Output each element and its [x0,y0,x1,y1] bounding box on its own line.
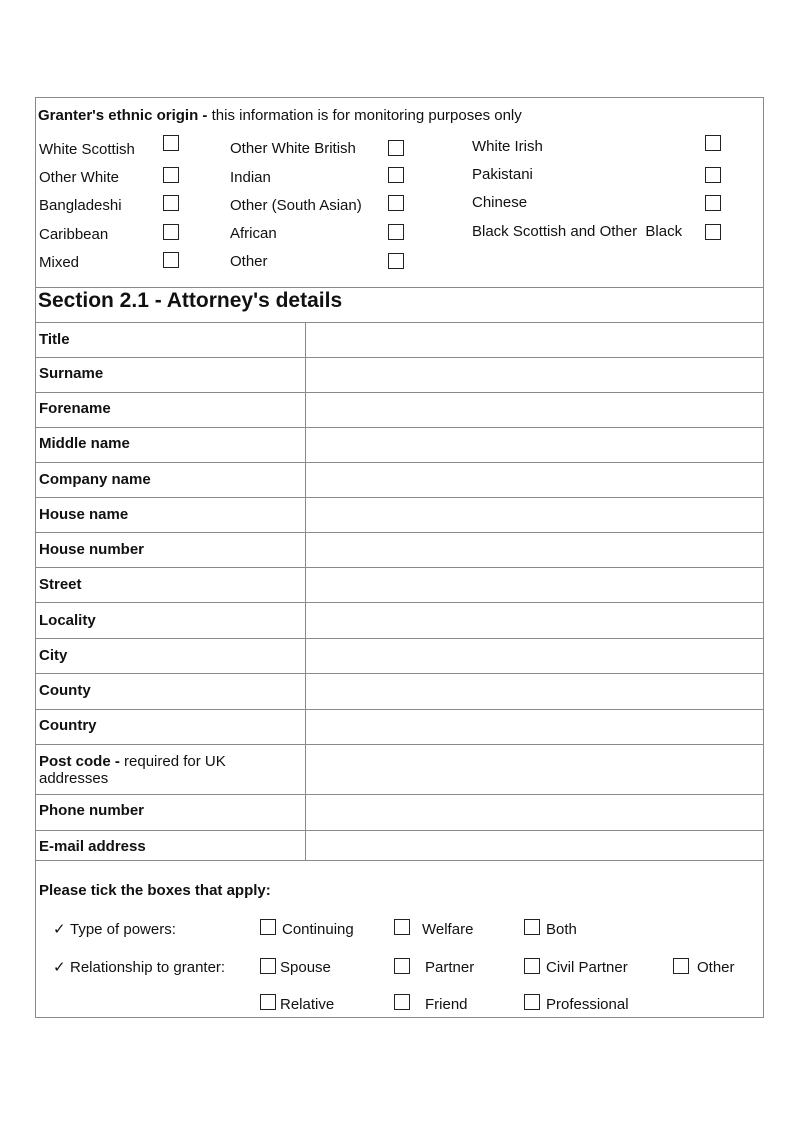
email-address-field[interactable] [307,831,763,860]
ethnic-option-label: White Irish [472,138,543,155]
post-code-note: required for UK addresses [39,753,226,787]
powers-checkbox-continuing[interactable] [260,919,276,935]
field-label-house-name: House name [39,506,129,523]
relationship-option-label: Friend [425,996,468,1013]
title-field[interactable] [307,323,763,357]
ethnic-option-label: Indian [230,169,271,186]
field-label-street: Street [39,576,82,593]
ethnic-option-label: Chinese [472,194,528,211]
powers-checkbox-welfare[interactable] [394,919,410,935]
relationship-checkbox-relative[interactable] [260,994,276,1010]
ethnic-option-label: Bangladeshi [39,197,122,214]
field-label-house-number: House number [39,541,145,558]
check-mark-icon: ✓ [53,921,66,938]
tick-boxes-heading: Please tick the boxes that apply: [39,882,271,899]
ethnic-option-label: Other (South Asian) [230,197,362,214]
ethnic-checkbox-mixed[interactable] [163,252,179,268]
house-name-field[interactable] [307,498,763,532]
locality-field[interactable] [307,603,763,637]
powers-option-label: Welfare [422,921,474,938]
relationship-option-label: Other [697,959,735,976]
field-label-phone-number: Phone number [39,802,145,819]
field-label-locality: Locality [39,612,96,629]
ethnic-checkbox-indian[interactable] [388,167,404,183]
section-title: Section 2.1 - Attorney's details [38,289,343,312]
post-code-field[interactable] [307,745,763,794]
ethnic-option-label: Caribbean [39,226,109,243]
powers-option-label: Continuing [282,921,354,938]
relationship-option-label: Spouse [280,959,331,976]
ethnic-option-label: Pakistani [472,166,533,183]
powers-option-label: Both [546,921,577,938]
ethnic-option-label: Black Scottish and Other Black [472,223,683,240]
ethnic-option-label: Other [230,253,268,270]
relationship-label: Relationship to granter: [70,959,226,976]
ethnic-origin-heading-bold: Granter's ethnic origin - [38,107,208,124]
form-frame [35,97,764,1018]
house-number-field[interactable] [307,533,763,567]
field-label-county: County [39,682,91,699]
field-label-forename: Forename [39,400,111,417]
ethnic-checkbox-other-south-asian[interactable] [388,195,404,211]
post-code-label: Post code - [39,753,120,770]
powers-label: Type of powers: [70,921,176,938]
divider [36,287,763,288]
relationship-checkbox-other[interactable] [673,958,689,974]
relationship-checkbox-spouse[interactable] [260,958,276,974]
ethnic-option-label: Other White British [230,140,356,157]
column-divider [305,322,306,860]
ethnic-option-label: White Scottish [39,141,135,158]
city-field[interactable] [307,639,763,673]
ethnic-option-label: Other White [39,169,120,186]
ethnic-checkbox-chinese[interactable] [705,195,721,211]
relationship-option-label: Relative [280,996,335,1013]
middle-name-field[interactable] [307,428,763,462]
field-label-country: Country [39,717,97,734]
divider [36,860,763,861]
relationship-checkbox-friend[interactable] [394,994,410,1010]
ethnic-checkbox-white-scottish[interactable] [163,135,179,151]
ethnic-checkbox-other-white-british[interactable] [388,140,404,156]
forename-field[interactable] [307,393,763,427]
ethnic-checkbox-white-irish[interactable] [705,135,721,151]
country-field[interactable] [307,710,763,744]
relationship-checkbox-partner[interactable] [394,958,410,974]
ethnic-option-label: Mixed [39,254,80,271]
relationship-option-label: Civil Partner [546,959,628,976]
field-label-post-code [39,753,297,787]
company-name-field[interactable] [307,463,763,497]
check-mark-icon: ✓ [53,959,66,976]
ethnic-option-label: African [230,225,277,242]
field-label-title: Title [39,331,70,348]
ethnic-checkbox-other[interactable] [388,253,404,269]
phone-number-field[interactable] [307,795,763,830]
relationship-option-label: Professional [546,996,629,1013]
county-field[interactable] [307,674,763,708]
ethnic-checkbox-other-white[interactable] [163,167,179,183]
ethnic-checkbox-bangladeshi[interactable] [163,195,179,211]
field-label-surname: Surname [39,365,104,382]
ethnic-checkbox-pakistani[interactable] [705,167,721,183]
ethnic-origin-heading-note: this information is for monitoring purposes only [207,107,522,124]
surname-field[interactable] [307,358,763,392]
powers-checkbox-both[interactable] [524,919,540,935]
relationship-checkbox-professional[interactable] [524,994,540,1010]
relationship-option-label: Partner [425,959,475,976]
field-label-email-address: E-mail address [39,838,146,855]
field-label-city: City [39,647,68,664]
field-label-middle-name: Middle name [39,435,130,452]
ethnic-checkbox-caribbean[interactable] [163,224,179,240]
relationship-checkbox-civil-partner[interactable] [524,958,540,974]
ethnic-checkbox-black-scottish-other-black[interactable] [705,224,721,240]
ethnic-origin-heading [38,107,522,124]
street-field[interactable] [307,568,763,602]
ethnic-checkbox-african[interactable] [388,224,404,240]
field-label-company-name: Company name [39,471,151,488]
